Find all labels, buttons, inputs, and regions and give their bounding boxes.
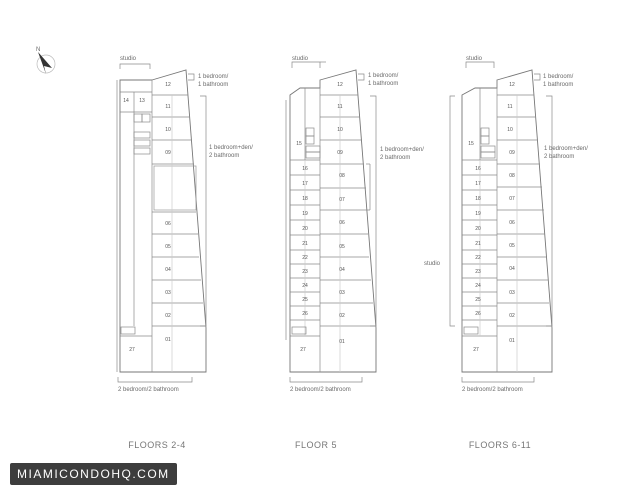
compass-label: N [36, 47, 41, 53]
studio-label: studio [120, 56, 137, 62]
unit-label: 23 [302, 269, 308, 275]
unit-label: 11 [507, 104, 513, 110]
unit-label: 15 [296, 141, 302, 147]
unit-label: 04 [509, 266, 515, 272]
plan-floors-2-4 [117, 64, 206, 382]
unit-label: 25 [302, 297, 308, 303]
two-bed-label: 2 bedroom/2 bathroom [290, 387, 351, 393]
unit-label: 16 [475, 166, 481, 172]
unit-label: 25 [475, 297, 481, 303]
unit-label: 09 [165, 150, 171, 156]
unit-label: 26 [475, 311, 481, 317]
unit-label: 06 [339, 220, 345, 226]
unit-label: 24 [302, 283, 308, 289]
unit-label: 06 [509, 220, 515, 226]
unit-label: 24 [475, 283, 481, 289]
studio-side-label: studio [424, 261, 441, 267]
unit-label: 02 [509, 313, 515, 319]
unit-label: 10 [507, 127, 513, 133]
unit-label: 17 [302, 181, 308, 187]
unit-label: 07 [509, 196, 515, 202]
unit-label: 23 [475, 269, 481, 275]
unit-label: 18 [475, 196, 481, 202]
unit-label: 01 [165, 337, 171, 343]
unit-label: 20 [302, 226, 308, 232]
unit-label: 05 [339, 244, 345, 250]
unit-label: 02 [165, 313, 171, 319]
unit-label: 26 [302, 311, 308, 317]
unit-label: 12 [337, 82, 343, 88]
unit-label: 01 [339, 339, 345, 345]
one-bed-label-line2: 1 bathroom [198, 82, 229, 88]
unit-label: 02 [339, 313, 345, 319]
unit-label: 03 [165, 290, 171, 296]
unit-label: 12 [509, 82, 515, 88]
one-bed-label-line1: 1 bedroom/ [543, 74, 574, 80]
unit-label: 13 [139, 98, 145, 104]
unit-label: 10 [165, 127, 171, 133]
unit-label: 22 [302, 255, 308, 261]
unit-label: 21 [302, 241, 308, 247]
one-bed-label-line2: 1 bathroom [543, 82, 574, 88]
studio-label: studio [466, 56, 483, 62]
studio-label: studio [292, 56, 309, 62]
unit-label: 08 [339, 173, 345, 179]
unit-label: 16 [302, 166, 308, 172]
compass-icon [37, 52, 55, 74]
unit-label: 08 [509, 173, 515, 179]
unit-label: 04 [339, 267, 345, 273]
unit-label: 17 [475, 181, 481, 187]
unit-label: 19 [302, 211, 308, 217]
plan-floors-6-11 [450, 62, 552, 382]
unit-label: 27 [300, 347, 306, 353]
unit-label: 19 [475, 211, 481, 217]
unit-label: 14 [123, 98, 129, 104]
watermark-badge: MIAMICONDOHQ.COM [10, 463, 177, 485]
one-bed-den-label-line1: 1 bedroom+den/ [544, 146, 588, 152]
unit-label: 09 [337, 150, 343, 156]
unit-label: 27 [473, 347, 479, 353]
one-bed-den-label-line2: 2 bathroom [380, 155, 411, 161]
one-bed-label-line2: 1 bathroom [368, 81, 399, 87]
unit-label: 01 [509, 338, 515, 344]
two-bed-label: 2 bedroom/2 bathroom [118, 387, 179, 393]
unit-label: 05 [509, 243, 515, 249]
unit-label: 15 [468, 141, 474, 147]
plan-floor-5 [286, 62, 376, 382]
one-bed-den-label-line1: 1 bedroom+den/ [380, 147, 424, 153]
unit-label: 03 [339, 290, 345, 296]
unit-label: 11 [337, 104, 343, 110]
floor-label: FLOORS 2-4 [128, 440, 186, 450]
one-bed-label-line1: 1 bedroom/ [368, 73, 399, 79]
unit-label: 22 [475, 255, 481, 261]
floor-label: FLOOR 5 [294, 440, 338, 450]
one-bed-den-label-line2: 2 bathroom [544, 154, 575, 160]
floor-label: FLOORS 6-11 [468, 440, 532, 450]
one-bed-den-label-line2: 2 bathroom [209, 153, 240, 159]
unit-label: 12 [165, 82, 171, 88]
one-bed-label-line1: 1 bedroom/ [198, 74, 229, 80]
unit-label: 11 [165, 104, 171, 110]
unit-label: 04 [165, 267, 171, 273]
unit-label: 21 [475, 241, 481, 247]
unit-label: 06 [165, 221, 171, 227]
unit-label: 20 [475, 226, 481, 232]
unit-label: 05 [165, 244, 171, 250]
unit-label: 18 [302, 196, 308, 202]
unit-label: 27 [129, 347, 135, 353]
unit-label: 07 [339, 197, 345, 203]
unit-label: 03 [509, 290, 515, 296]
two-bed-label: 2 bedroom/2 bathroom [462, 387, 523, 393]
one-bed-den-label-line1: 1 bedroom+den/ [209, 145, 253, 151]
unit-label: 10 [337, 127, 343, 133]
unit-label: 09 [509, 150, 515, 156]
